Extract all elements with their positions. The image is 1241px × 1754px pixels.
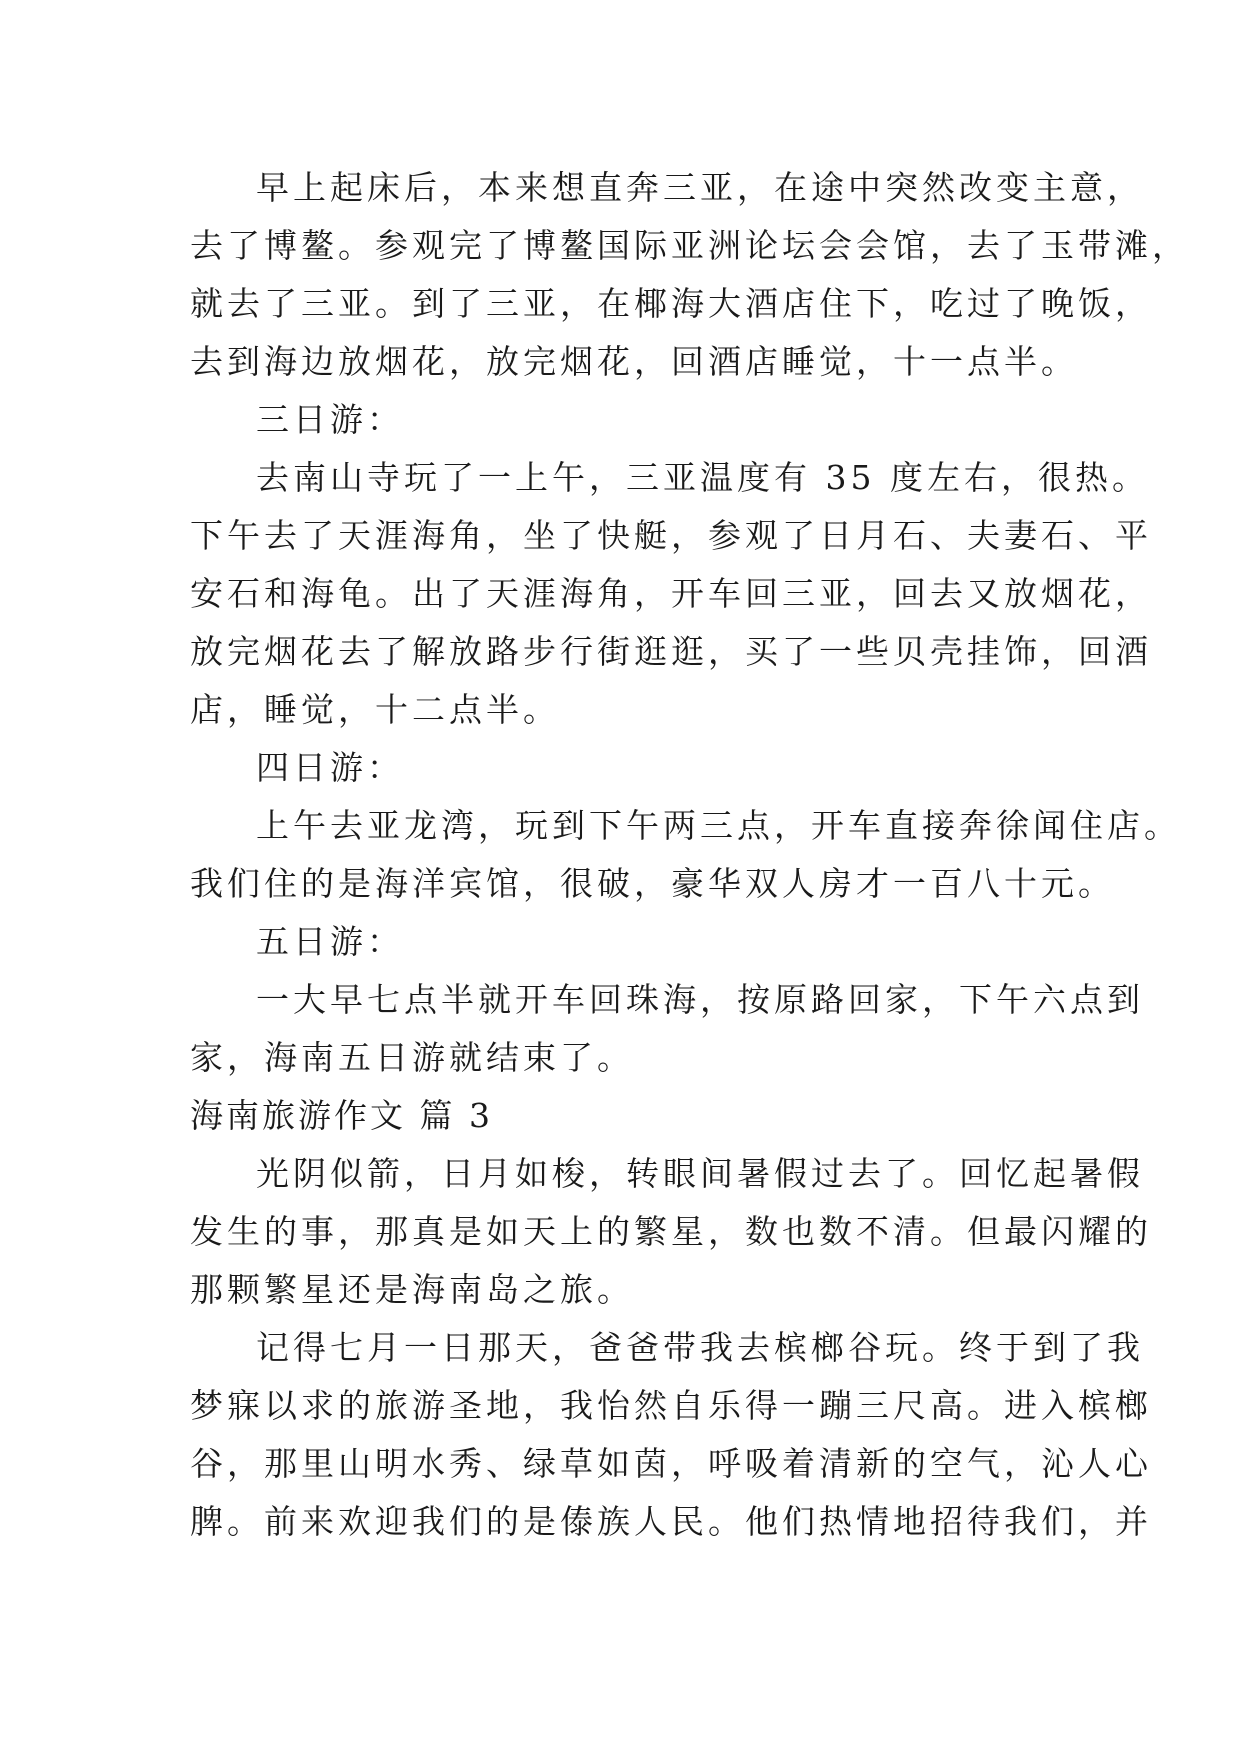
paragraph-line: 光阴似箭，日月如梭，转眼间暑假过去了。回忆起暑假: [256, 1154, 1144, 1193]
paragraph-line: 家，海南五日游就结束了。: [190, 1038, 634, 1077]
paragraph-line: 记得七月一日那天，爸爸带我去槟榔谷玩。终于到了我: [256, 1328, 1144, 1367]
paragraph-line: 发生的事，那真是如天上的繁星，数也数不清。但最闪耀的: [190, 1212, 1152, 1251]
paragraph-line: 我们住的是海洋宾馆，很破，豪华双人房才一百八十元。: [190, 864, 1115, 903]
paragraph-line: 去南山寺玩了一上午，三亚温度有 35 度左右，很热。: [256, 458, 1149, 497]
paragraph-line: 放完烟花去了解放路步行街逛逛，买了一些贝壳挂饰，回酒: [190, 632, 1152, 671]
day-heading: 三日游：: [256, 400, 404, 439]
day-heading: 五日游：: [256, 922, 404, 961]
paragraph-line: 去到海边放烟花，放完烟花，回酒店睡觉，十一点半。: [190, 342, 1078, 381]
paragraph-line: 梦寐以求的旅游圣地，我怡然自乐得一蹦三尺高。进入槟榔: [190, 1386, 1152, 1425]
paragraph-line: 就去了三亚。到了三亚，在椰海大酒店住下，吃过了晚饭，: [190, 284, 1152, 323]
paragraph-line: 谷，那里山明水秀、绿草如茵，呼吸着清新的空气，沁人心: [190, 1444, 1152, 1483]
paragraph-line: 去了博鳌。参观完了博鳌国际亚洲论坛会会馆，去了玉带滩，: [190, 226, 1189, 265]
paragraph-line: 安石和海龟。出了天涯海角，开车回三亚，回去又放烟花，: [190, 574, 1152, 613]
paragraph-line: 上午去亚龙湾，玩到下午两三点，开车直接奔徐闻住店。: [256, 806, 1181, 845]
paragraph-line: 一大早七点半就开车回珠海，按原路回家，下午六点到: [256, 980, 1144, 1019]
paragraph-line: 下午去了天涯海角，坐了快艇，参观了日月石、夫妻石、平: [190, 516, 1152, 555]
day-heading: 四日游：: [256, 748, 404, 787]
paragraph-line: 店，睡觉，十二点半。: [190, 690, 560, 729]
paragraph-line: 脾。前来欢迎我们的是傣族人民。他们热情地招待我们，并: [190, 1502, 1152, 1541]
paragraph-line: 那颗繁星还是海南岛之旅。: [190, 1270, 634, 1309]
paragraph-line: 早上起床后，本来想直奔三亚，在途中突然改变主意，: [256, 168, 1144, 207]
section-heading: 海南旅游作文 篇 3: [190, 1096, 493, 1135]
